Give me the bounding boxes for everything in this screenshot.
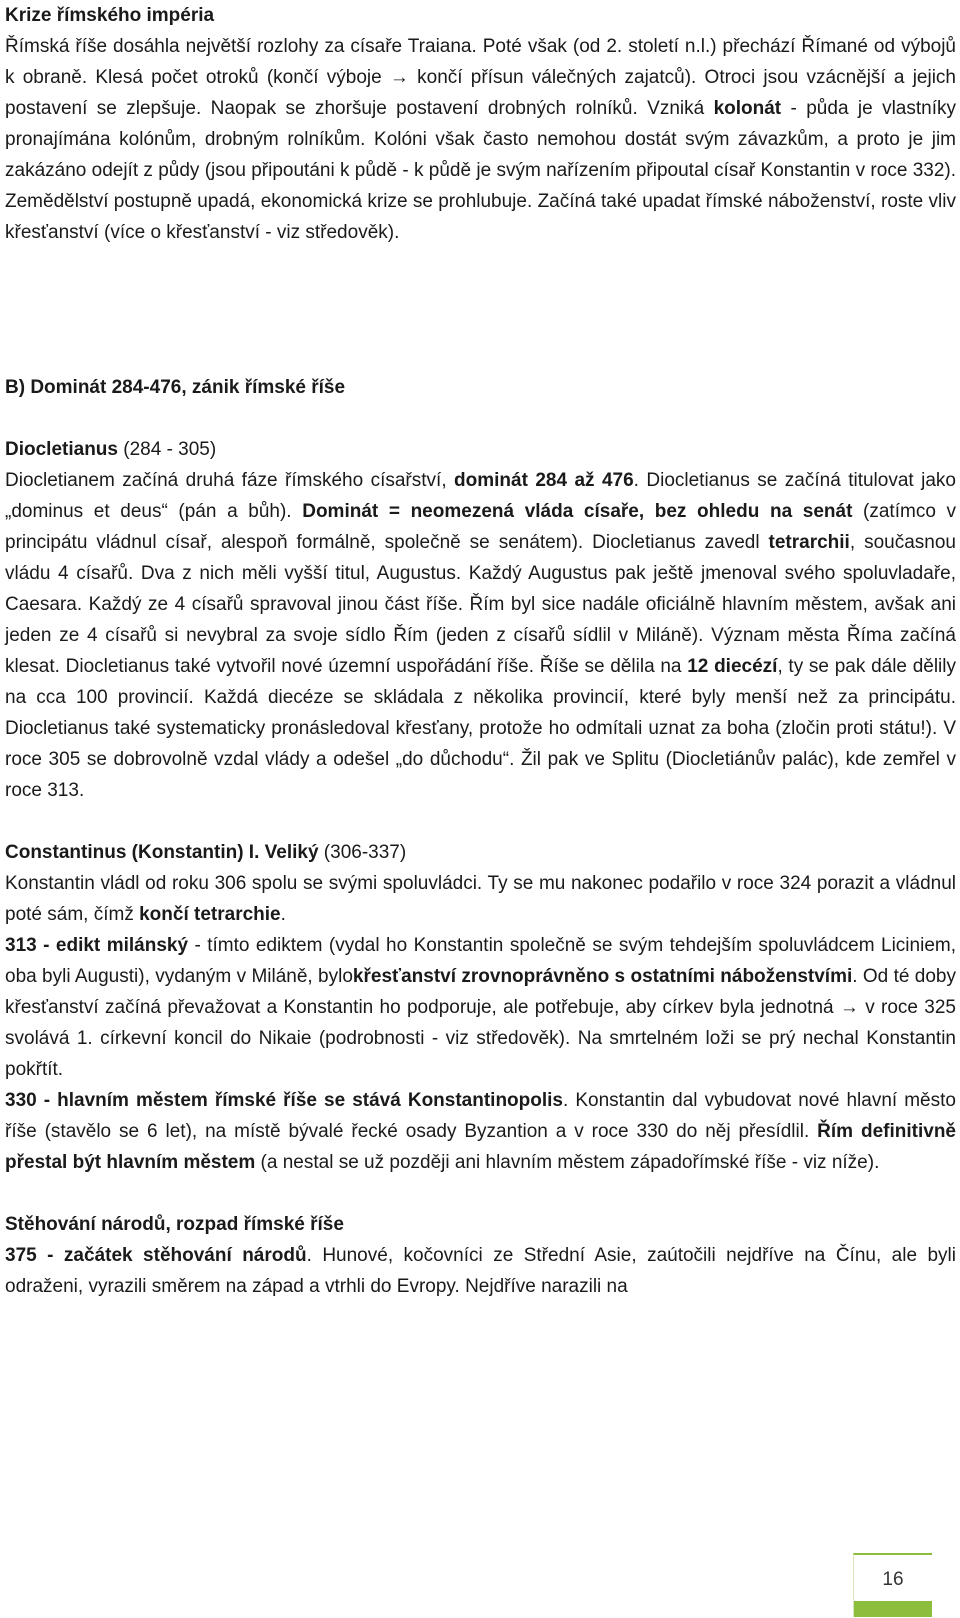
page-number: 16: [882, 1569, 904, 1590]
term-konci-tetrarchie: končí tetrarchie: [139, 904, 281, 925]
paragraph-constantinus-2: [5, 930, 956, 1085]
text-run: . Diocletianus se začíná titulovat jako „dominus et deus“ (pán a bůh).: [5, 470, 956, 522]
term-stehovani: 375 - začátek stěhování národů: [5, 1245, 307, 1266]
text-run: , ty se pak dále dělily na cca 100 provincií. Každá diecéze se skládala z několika provincií, které byly menší než za principátu. Diocletianus také systematicky pronásledoval křesťany, protože ho odmítali uznat za boha (zločin proti státu!). V roce 305 se dobrovolně vzdal vlády a odešel „do důchodu“. Žil pak ve Splitu (Diocletiánův palác), kde zemřel v roce 313.: [5, 656, 957, 801]
subheading-name: Constantinus (Konstantin) I. Veliký: [5, 842, 319, 863]
text-run: - tímto ediktem (vydal ho Konstantin společně se svým tehdejším spoluvládcem Liciniem, oba byli Augusti), vydaným v Miláně, bylo: [5, 935, 956, 987]
spacer: [5, 1178, 956, 1209]
text-run: . Konstantin dal vybudovat nové hlavní město říše (stavělo se 6 let), na místě bývalé řecké osady Byzantion a v roce 330 do něj přesídlil.: [5, 1090, 956, 1142]
section-title-crisis: Krize římského impéria: [5, 5, 215, 26]
text-run: Diocletianem začíná druhá fáze římského císařství,: [5, 470, 455, 491]
text-run: , současnou vládu 4 císařů. Dva z nich měli vyšší titul, Augustus. Každý Augustus pak ještě jmenoval svého spoluvladaře, Caesara. Každý ze 4 císařů spravoval jinou část říše. Řím byl sice nadále oficiálně hlavním městem, avšak ani jeden ze 4 císařů si nevybral za svoje sídlo Řím (jeden z císařů sídlil v Miláně). Význam města Říma začíná klesat. Diocletianus také vytvořil nové územní uspořádání říše. Říše se dělila na: [5, 532, 956, 677]
paragraph-migration: [5, 1240, 956, 1302]
spacer: [5, 806, 956, 837]
spacer: [5, 248, 956, 372]
paragraph-constantinus-1: [5, 868, 956, 930]
document-page: [5, 0, 956, 1302]
subheading-years: (284 - 305): [117, 439, 217, 460]
term-konstantinopolis: 330 - hlavním městem římské říše se stává Konstantinopolis: [5, 1090, 563, 1111]
term-dominat-dates: dominát 284 až 476: [454, 470, 634, 491]
term-diecezi: 12 diecézí: [687, 656, 778, 677]
term-edikt: 313 - edikt milánský: [5, 935, 189, 956]
text-run: Římská říše dosáhla největší rozlohy za císaře Traiana. Poté však (od 2. století n.l.) přechází Římané od výbojů k obraně. Klesá počet otroků (končí výboje → končí přísun válečných zajatců). Otroci jsou vzácnější a jejich postavení se zlepšuje. Naopak se zhoršuje postavení drobných rolníků. Vzniká: [5, 36, 956, 119]
paragraph-diocletianus: [5, 465, 956, 806]
text-run: . Od té doby křesťanství začíná převažovat a Konstantin ho podporuje, ale potřebuje, aby církev byla jednotná → v roce 325 svolává 1. církevní koncil do Nikaie (podrobnosti - viz středověk). Na smrtelném loži se prý nechal Konstantin pokřtít.: [5, 966, 956, 1080]
text-run: .: [280, 904, 286, 925]
text-run: . Hunové, kočovníci ze Střední Asie, zaútočili nejdříve na Čínu, ale byli odraženi, vyrazili směrem na západ a vtrhli do Evropy. Nejdříve narazili na: [5, 1245, 956, 1297]
text-run: - půda je vlastníky pronajímána kolónům, drobným rolníkům. Kolóni však často nemohou dostát svým závazkům, a proto je jim zakázáno odejít z půdy (jsou připoutáni k půdě - k půdě je svým nařízením připoutal císař Konstantin v roce 332). Zemědělství postupně upadá, ekonomická krize se prohlubuje. Začíná také upadat římské náboženství, roste vliv křesťanství (více o křesťanství - viz středověk).: [5, 98, 956, 243]
subheading-constantinus: [5, 837, 956, 868]
page-number-box: [853, 1553, 932, 1617]
subheading-migration: Stěhování národů, rozpad římské říše: [5, 1214, 344, 1235]
text-run: (a nestal se už později ani hlavním městem západořímské říše - viz níže).: [255, 1152, 880, 1173]
term-krestanstvi: křesťanství zrovnoprávněno s ostatními náboženstvími: [352, 966, 853, 987]
section-title-dominat: B) Dominát 284-476, zánik římské říše: [5, 377, 346, 398]
subheading-diocletianus: [5, 434, 956, 465]
footer-accent-bar: [854, 1601, 932, 1617]
term-dominat-definition: Dominát = neomezená vláda císaře, bez ohledu na senát: [302, 501, 853, 522]
text-run: (zatímco v principátu vládnul císař, alespoň formálně, společně se senátem). Diocletianus zavedl: [5, 501, 957, 553]
subheading-name: Diocletianus: [5, 439, 118, 460]
subheading-years: (306-337): [318, 842, 407, 863]
spacer: [5, 403, 956, 434]
text-run: Konstantin vládl od roku 306 spolu se svými spoluvládci. Ty se mu nakonec podařilo v roce 324 porazit a vládnul poté sám, čímž: [5, 873, 956, 925]
term-kolonat: kolonát: [713, 98, 782, 119]
paragraph-constantinus-3: [5, 1085, 956, 1178]
term-tetrarchie: tetrarchii: [768, 532, 850, 553]
term-rim-prestal: Řím definitivně přestal být hlavním městem: [5, 1121, 956, 1173]
paragraph-crisis: [5, 31, 956, 248]
